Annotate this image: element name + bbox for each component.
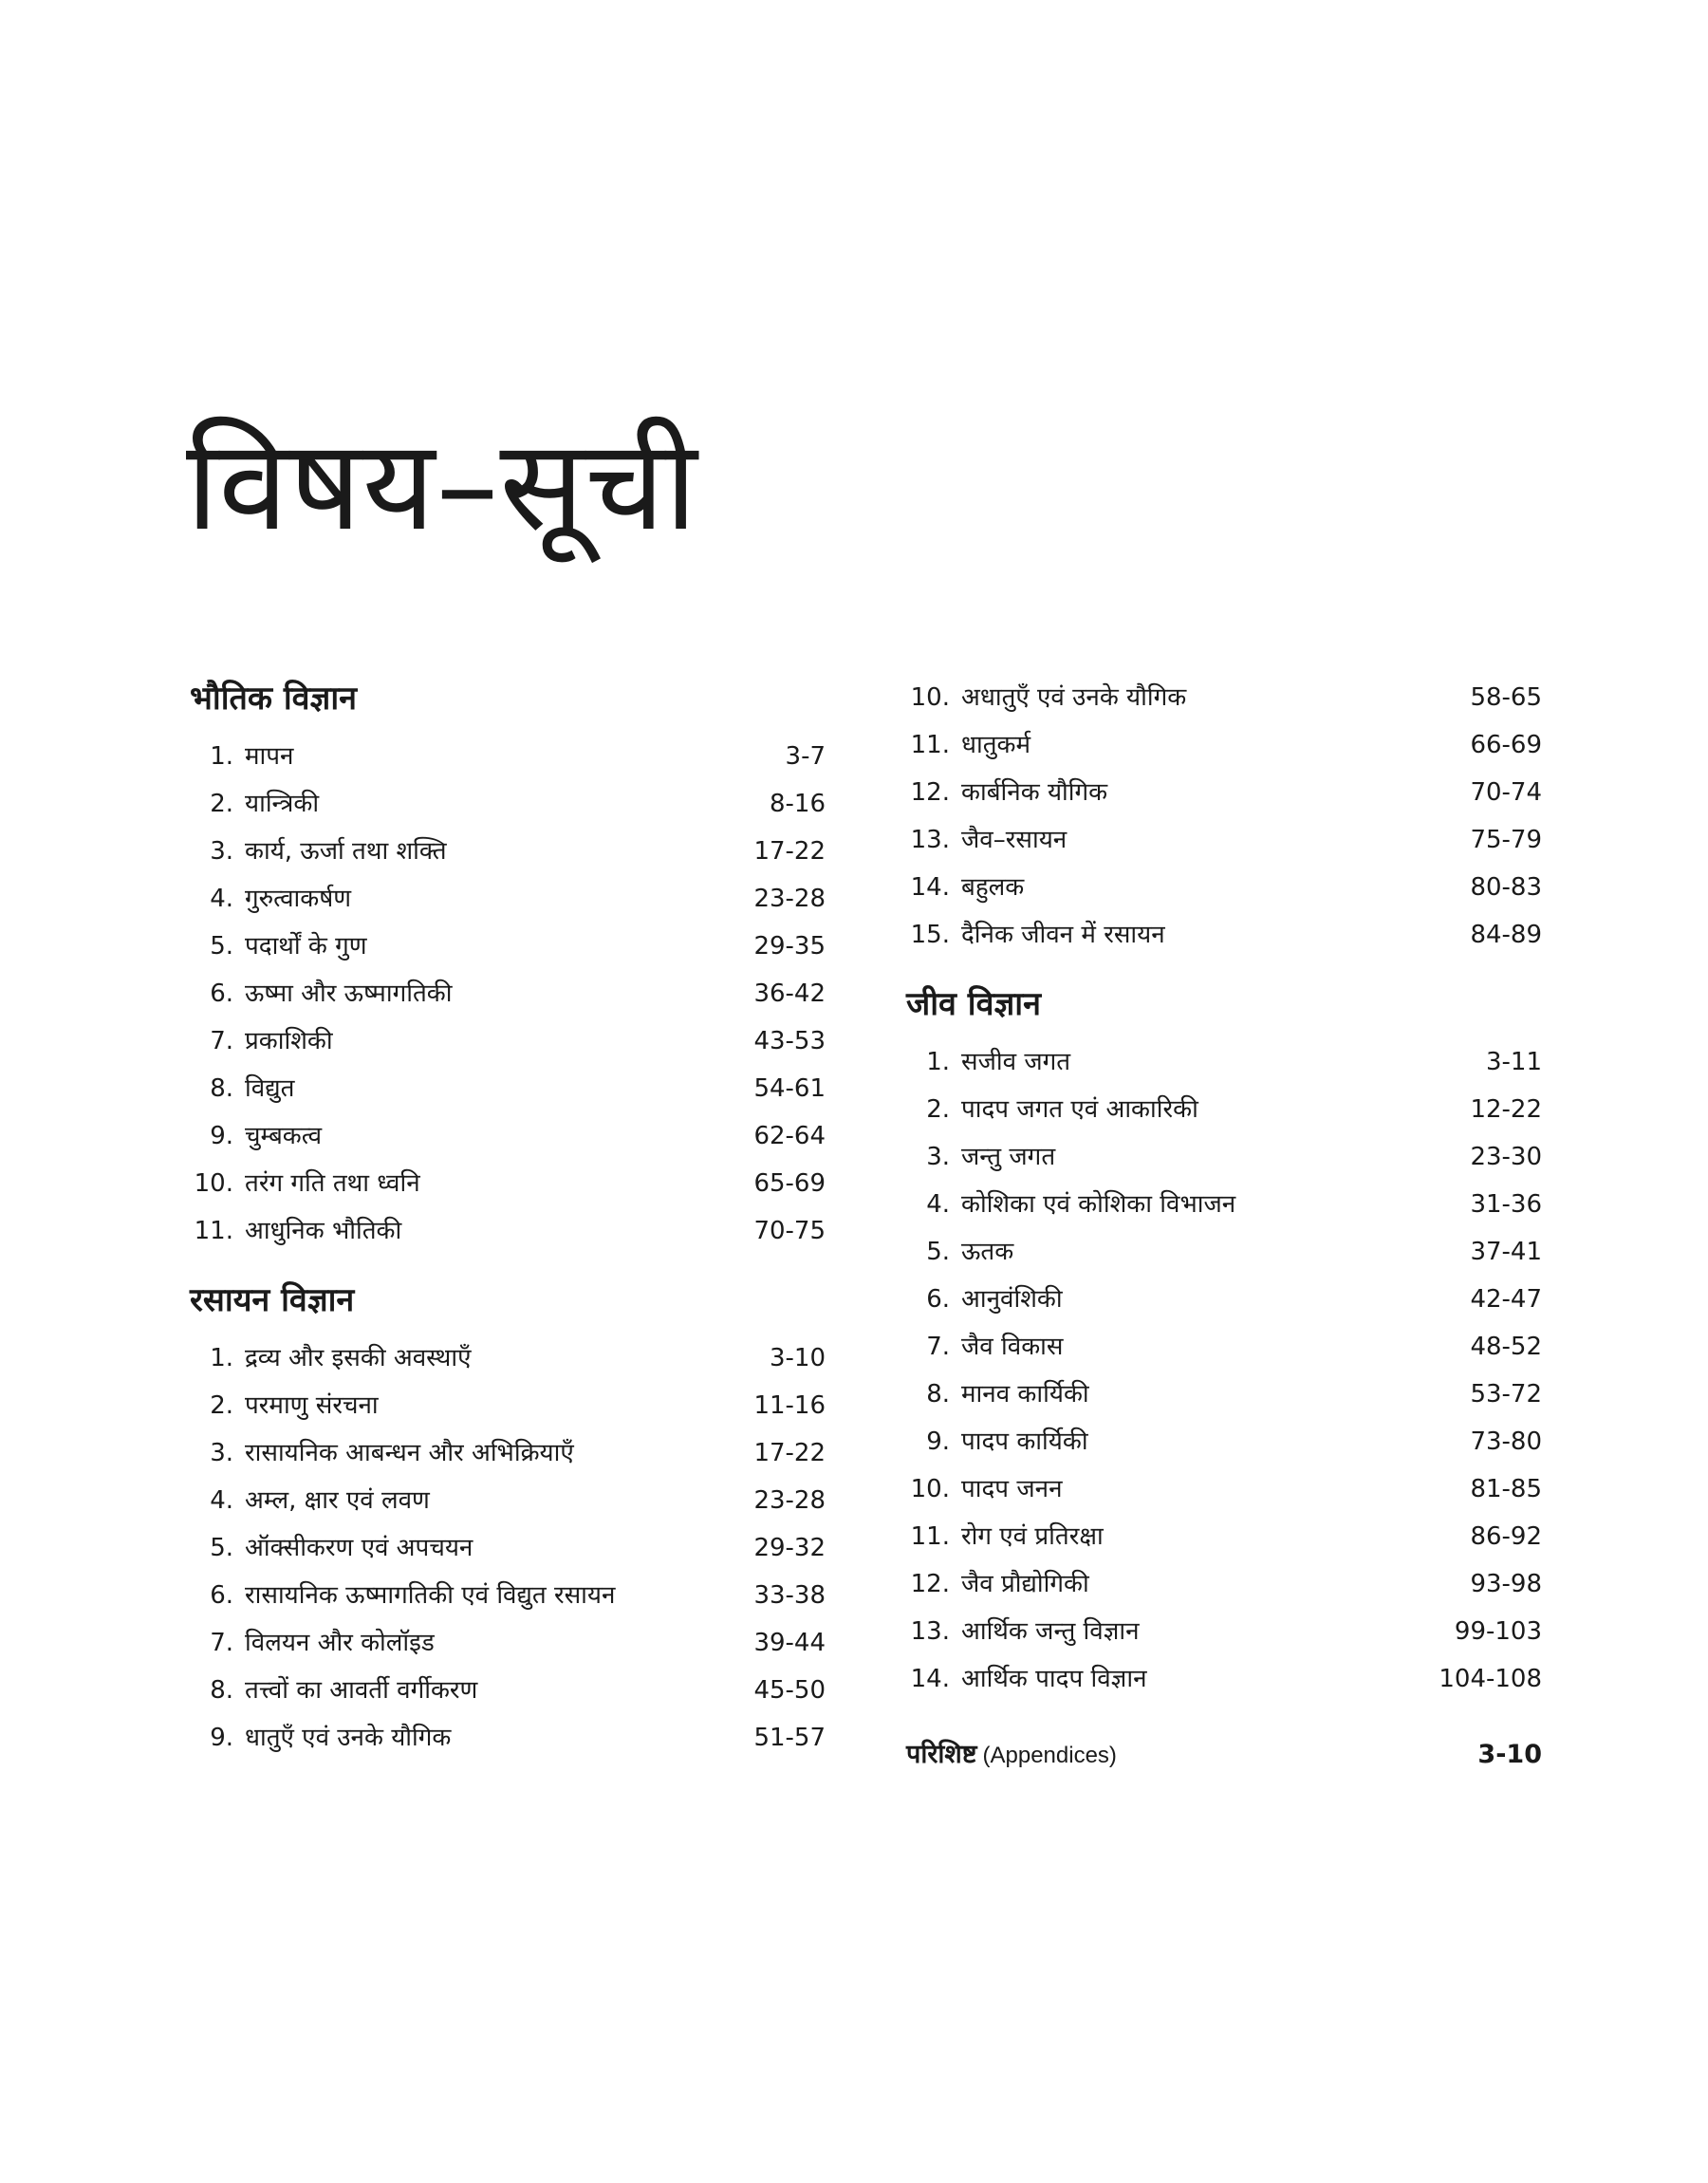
- entry-pages: 31-36: [1470, 1190, 1542, 1219]
- toc-entry[interactable]: [190, 780, 826, 828]
- entry-pages: 51-57: [753, 1724, 826, 1752]
- toc-entry[interactable]: [190, 1160, 826, 1207]
- appendix-label: [906, 1731, 1117, 1782]
- entry-title: तरंग गति तथा ध्वनि: [245, 1169, 420, 1198]
- entry-title: रोग एवं प्रतिरक्षा: [961, 1522, 1104, 1551]
- entry-pages: 86-92: [1470, 1522, 1542, 1551]
- entry-pages: 3-11: [1485, 1048, 1542, 1076]
- entry-title: आर्थिक पादप विज्ञान: [961, 1665, 1147, 1693]
- entry-title: अम्ल, क्षार एवं लवण: [245, 1486, 430, 1515]
- section-heading-physics: भौतिक विज्ञान: [190, 680, 358, 718]
- toc-entry[interactable]: [906, 1655, 1542, 1703]
- toc-entry[interactable]: [906, 1038, 1542, 1086]
- entry-title: कार्य, ऊर्जा तथा शक्ति: [245, 837, 447, 866]
- entry-title: पादप कार्यिकी: [961, 1427, 1088, 1456]
- entry-pages: 39-44: [753, 1629, 826, 1657]
- toc-entry[interactable]: [190, 1667, 826, 1714]
- section-heading-chemistry: रसायन विज्ञान: [190, 1281, 355, 1319]
- entry-number: 11.: [910, 1522, 950, 1551]
- entry-pages: 17-22: [753, 1439, 826, 1467]
- chemistry-continued-list: [906, 674, 1542, 959]
- entry-pages: 23-28: [753, 1486, 826, 1515]
- entry-number: 10.: [910, 683, 950, 712]
- entry-number: 4.: [926, 1190, 950, 1219]
- entry-title: जैव प्रौद्योगिकी: [961, 1570, 1089, 1598]
- toc-entry[interactable]: [906, 816, 1542, 864]
- entry-pages: 3-10: [769, 1344, 826, 1372]
- entry-number: 8.: [210, 1676, 233, 1705]
- toc-entry[interactable]: [190, 923, 826, 970]
- entry-number: 2.: [926, 1095, 950, 1124]
- toc-entry[interactable]: [190, 1477, 826, 1524]
- entry-number: 3.: [210, 837, 233, 866]
- entry-number: 13.: [910, 826, 950, 854]
- toc-entry[interactable]: [906, 1513, 1542, 1560]
- entry-pages: 3-7: [785, 742, 826, 771]
- toc-entry[interactable]: [190, 1572, 826, 1619]
- entry-number: 11.: [194, 1217, 233, 1245]
- entry-title: ऊष्मा और ऊष्मागतिकी: [245, 980, 453, 1008]
- entry-pages: 81-85: [1470, 1475, 1542, 1503]
- entry-number: 3.: [926, 1143, 950, 1171]
- toc-entry[interactable]: [906, 1228, 1542, 1276]
- entry-title: मानव कार्यिकी: [961, 1380, 1089, 1409]
- toc-entry[interactable]: [906, 1608, 1542, 1655]
- entry-title: जन्तु जगत: [961, 1143, 1056, 1171]
- entry-number: 7.: [926, 1333, 950, 1361]
- entry-number: 10.: [910, 1475, 950, 1503]
- entry-number: 3.: [210, 1439, 233, 1467]
- entry-pages: 8-16: [769, 790, 826, 818]
- toc-entry[interactable]: [906, 1560, 1542, 1608]
- toc-entry[interactable]: [190, 828, 826, 875]
- toc-entry[interactable]: [906, 674, 1542, 721]
- toc-entry[interactable]: [190, 1017, 826, 1065]
- entry-title: ऑक्सीकरण एवं अपचयन: [245, 1534, 473, 1562]
- section-heading-biology: जीव विज्ञान: [906, 985, 1041, 1023]
- entry-title: प्रकाशिकी: [245, 1027, 333, 1055]
- entry-pages: 84-89: [1470, 921, 1542, 949]
- entry-title: द्रव्य और इसकी अवस्थाएँ: [245, 1344, 472, 1372]
- entry-title: आधुनिक भौतिकी: [245, 1217, 402, 1245]
- entry-pages: 23-30: [1470, 1143, 1542, 1171]
- entry-number: 2.: [210, 1391, 233, 1420]
- entry-pages: 36-42: [753, 980, 826, 1008]
- entry-pages: 62-64: [753, 1122, 826, 1150]
- entry-pages: 12-22: [1470, 1095, 1542, 1124]
- entry-number: 5.: [210, 1534, 233, 1562]
- entry-number: 4.: [210, 1486, 233, 1515]
- entry-number: 7.: [210, 1027, 233, 1055]
- entry-pages: 54-61: [753, 1074, 826, 1103]
- entry-number: 12.: [910, 1570, 950, 1598]
- entry-pages: 73-80: [1470, 1427, 1542, 1456]
- entry-number: 4.: [210, 885, 233, 913]
- toc-entry[interactable]: [906, 1418, 1542, 1465]
- entry-number: 8.: [926, 1380, 950, 1409]
- entry-title: सजीव जगत: [961, 1048, 1071, 1076]
- toc-entry[interactable]: [190, 970, 826, 1017]
- entry-number: 6.: [926, 1285, 950, 1314]
- toc-entry[interactable]: [190, 1429, 826, 1477]
- entry-pages: 37-41: [1470, 1238, 1542, 1266]
- entry-pages: 17-22: [753, 837, 826, 866]
- toc-entry[interactable]: [190, 1065, 826, 1112]
- toc-entry[interactable]: [906, 721, 1542, 769]
- toc-entry[interactable]: [190, 1619, 826, 1667]
- entry-number: 9.: [210, 1724, 233, 1752]
- entry-pages: 70-75: [753, 1217, 826, 1245]
- entry-title: परमाणु संरचना: [245, 1391, 379, 1420]
- entry-title: कार्बनिक यौगिक: [961, 778, 1108, 807]
- entry-title: पादप जगत एवं आकारिकी: [961, 1095, 1198, 1124]
- toc-entry[interactable]: [190, 1334, 826, 1382]
- toc-entry[interactable]: [190, 1382, 826, 1429]
- toc-entry[interactable]: [906, 1465, 1542, 1513]
- toc-right-column: [906, 674, 1542, 1779]
- entry-number: 6.: [210, 980, 233, 1008]
- page-title: विषय–सूची: [186, 413, 698, 559]
- physics-list: [190, 733, 826, 1255]
- biology-list: [906, 1038, 1542, 1703]
- toc-entry[interactable]: [190, 1207, 826, 1255]
- appendix-label-english: (Appendices): [982, 1743, 1117, 1768]
- entry-title: धातुकर्म: [961, 731, 1031, 759]
- entry-title: जैव–रसायन: [961, 826, 1068, 854]
- entry-title: रासायनिक आबन्धन और अभिक्रियाएँ: [245, 1439, 574, 1467]
- entry-number: 10.: [194, 1169, 233, 1198]
- entry-number: 9.: [210, 1122, 233, 1150]
- entry-pages: 11-16: [753, 1391, 826, 1420]
- entry-title: अधातुएँ एवं उनके यौगिक: [961, 683, 1187, 712]
- entry-pages: 45-50: [753, 1676, 826, 1705]
- entry-title: विद्युत: [245, 1074, 295, 1103]
- entry-pages: 29-32: [753, 1534, 826, 1562]
- entry-title: विलयन और कोलॉइड: [245, 1629, 435, 1657]
- entry-pages: 53-72: [1470, 1380, 1542, 1409]
- entry-number: 9.: [926, 1427, 950, 1456]
- appendix-entry[interactable]: [906, 1731, 1542, 1779]
- entry-number: 14.: [910, 1665, 950, 1693]
- entry-title: तत्त्वों का आवर्ती वर्गीकरण: [245, 1676, 478, 1705]
- appendix-label-hindi: परिशिष्ट: [906, 1740, 977, 1769]
- entry-pages: 66-69: [1470, 731, 1542, 759]
- entry-number: 1.: [926, 1048, 950, 1076]
- entry-number: 8.: [210, 1074, 233, 1103]
- entry-pages: 80-83: [1470, 873, 1542, 902]
- toc-entry[interactable]: [906, 1086, 1542, 1133]
- toc-entry[interactable]: [190, 1714, 826, 1762]
- entry-pages: 33-38: [753, 1581, 826, 1610]
- toc-entry[interactable]: [190, 733, 826, 780]
- entry-number: 11.: [910, 731, 950, 759]
- entry-pages: 99-103: [1454, 1617, 1542, 1646]
- entry-pages: 43-53: [753, 1027, 826, 1055]
- appendix-pages: 3-10: [1477, 1740, 1542, 1769]
- entry-pages: 58-65: [1470, 683, 1542, 712]
- entry-title: पादप जनन: [961, 1475, 1063, 1503]
- entry-pages: 23-28: [753, 885, 826, 913]
- toc-entry[interactable]: [906, 1181, 1542, 1228]
- entry-pages: 93-98: [1470, 1570, 1542, 1598]
- entry-title: पदार्थों के गुण: [245, 932, 367, 961]
- toc-entry[interactable]: [906, 911, 1542, 959]
- entry-title: ऊतक: [961, 1238, 1014, 1266]
- chemistry-list: [190, 1334, 826, 1762]
- toc-left-column: [190, 674, 826, 1762]
- entry-pages: 75-79: [1470, 826, 1542, 854]
- toc-entry[interactable]: [190, 1524, 826, 1572]
- entry-title: बहुलक: [961, 873, 1025, 902]
- entry-pages: 48-52: [1470, 1333, 1542, 1361]
- toc-entry[interactable]: [906, 864, 1542, 911]
- entry-title: आनुवंशिकी: [961, 1285, 1063, 1314]
- entry-number: 6.: [210, 1581, 233, 1610]
- entry-title: यान्त्रिकी: [245, 790, 320, 818]
- entry-number: 15.: [910, 921, 950, 949]
- entry-number: 7.: [210, 1629, 233, 1657]
- entry-title: गुरुत्वाकर्षण: [245, 885, 352, 913]
- entry-pages: 65-69: [753, 1169, 826, 1198]
- toc-entry[interactable]: [190, 1112, 826, 1160]
- toc-entry[interactable]: [190, 875, 826, 923]
- toc-entry[interactable]: [906, 1133, 1542, 1181]
- toc-entry[interactable]: [906, 1371, 1542, 1418]
- entry-pages: 70-74: [1470, 778, 1542, 807]
- entry-pages: 42-47: [1470, 1285, 1542, 1314]
- entry-number: 2.: [210, 790, 233, 818]
- entry-number: 5.: [210, 932, 233, 961]
- entry-title: कोशिका एवं कोशिका विभाजन: [961, 1190, 1236, 1219]
- entry-title: चुम्बकत्व: [245, 1122, 323, 1150]
- entry-title: मापन: [245, 742, 294, 771]
- entry-title: धातुएँ एवं उनके यौगिक: [245, 1724, 452, 1752]
- entry-title: दैनिक जीवन में रसायन: [961, 921, 1165, 949]
- entry-number: 1.: [210, 1344, 233, 1372]
- toc-entry[interactable]: [906, 1323, 1542, 1371]
- toc-entry[interactable]: [906, 769, 1542, 816]
- entry-number: 12.: [910, 778, 950, 807]
- entry-pages: 29-35: [753, 932, 826, 961]
- entry-title: रासायनिक ऊष्मागतिकी एवं विद्युत रसायन: [245, 1581, 616, 1610]
- entry-title: जैव विकास: [961, 1333, 1064, 1361]
- entry-number: 1.: [210, 742, 233, 771]
- entry-number: 14.: [910, 873, 950, 902]
- toc-entry[interactable]: [906, 1276, 1542, 1323]
- entry-number: 5.: [926, 1238, 950, 1266]
- entry-number: 13.: [910, 1617, 950, 1646]
- entry-pages: 104-108: [1439, 1665, 1542, 1693]
- entry-title: आर्थिक जन्तु विज्ञान: [961, 1617, 1140, 1646]
